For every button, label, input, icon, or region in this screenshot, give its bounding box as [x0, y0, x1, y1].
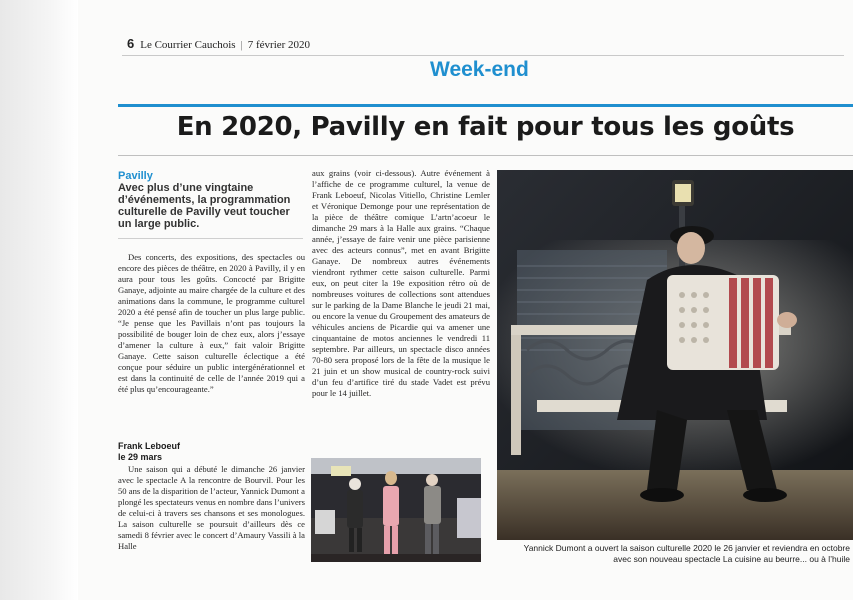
- photo-caption: [500, 543, 850, 564]
- article-column-1b: [118, 464, 305, 552]
- kicker: Pavilly: [118, 170, 153, 182]
- scan-margin: [0, 0, 78, 600]
- caption-line-2: avec son nouveau spectacle La cuisine au beurre... ou à l’huile: [613, 553, 850, 564]
- section-rule: [118, 104, 853, 107]
- subheading-line-1: Frank Leboeuf: [118, 441, 181, 451]
- accordionist-image: [497, 170, 853, 540]
- page-header: 6 Le Courrier Cauchois | 7 février 2020: [127, 36, 311, 51]
- paper-name: Le Courrier Cauchois: [140, 39, 236, 51]
- article-paragraph: aux grains (voir ci-dessous). Autre événement à l’affiche de ce programme culturel, la venue de Frank Leboeuf, Nicolas Vitiello, Christine Lemler et Véronique Demonge pour une représentation de la pièce de théâtre comique L’artn’acoeur le dimanche 29 mars à la Halle aux grains. “Chaque année, j’essaye de faire venir une pièce parisienne avec des acteurs connus”, met en avant Brigitte Ganaye. De nombreux autres événements viendront rythmer cette saison culturelle. Parmi eux, on peut citer la 19e exposition rétro où de nombreuses voitures de collections sont attendues sur le parking de la Dame Blanche le jeudi 21 mai, ou encore la venue du Groupement des amateurs de véhicules anciens de Picardie qui va amener une cinquantaine de motos anciennes le vendredi 11 septembre. Par ailleurs, un spectacle disco années 70-80 sera proposé lors de la fête de la musique le 21 juin et un show musical de country-rock suivi d’un feu d’artifice tiré du stade Vadet est prévu pour le 14 juillet.: [312, 168, 490, 398]
- caption-line-1: Yannick Dumont a ouvert la saison culturelle 2020 le 26 janvier et reviendra en octobre: [523, 543, 850, 553]
- subheading-line-2: le 29 mars: [118, 452, 163, 462]
- lead-paragraph: Avec plus d’une vingtaine d’événements, la programmation culturelle de Pavilly veut toucher un large public.: [118, 182, 291, 230]
- headline: En 2020, Pavilly en fait pour tous les goûts: [176, 112, 795, 142]
- issue-date: 7 février 2020: [247, 39, 311, 51]
- article-column-1: [118, 252, 305, 395]
- article-paragraph: Des concerts, des expositions, des spectacles ou encore des pièces de théâtre, en 2020 à Pavilly, il y en aura pour tous les goûts. Concocté par Brigitte Ganaye, adjointe au maire chargée de la culture et des animations dans la commune, le programme culturel 2020 a été pensé afin de toucher un plus large public. “Je pense que les Pavillais n’ont pas toujours la possibilité de bouger loin de chez eux, alors j’essaye d’amener la culture à eux,” fait valoir Brigitte Ganaye. Cette saison culturelle éclectique a été conçue pour séduire un public intergénérationnel et est dans la continuité de celle de l’année 2019 qui a été plus qu’encourageante.”: [118, 252, 305, 394]
- subheading: [118, 441, 180, 463]
- section-title: Week-end: [430, 58, 529, 81]
- page-number: 6: [127, 36, 135, 51]
- headline-rule: [118, 155, 853, 156]
- article-column-2: [312, 168, 490, 399]
- theatre-scene-image: [311, 458, 481, 562]
- accordion-photo: [497, 170, 853, 540]
- lead-rule: [118, 238, 303, 239]
- theatre-photo: [311, 458, 481, 562]
- header-rule: [122, 55, 844, 56]
- article-paragraph: Une saison qui a débuté le dimanche 26 janvier avec le spectacle A la rencontre de Bourvil. Pour les 50 ans de la disparition de l’acteur, Yannick Dumont a plongé les spectateurs venus en nombre dans l’univers de celui-ci à travers ses chansons et ses monologues. La saison culturelle se poursuit d’ailleurs dès ce samedi 8 février avec le concert d’Amaury Vassili à la Halle: [118, 464, 305, 551]
